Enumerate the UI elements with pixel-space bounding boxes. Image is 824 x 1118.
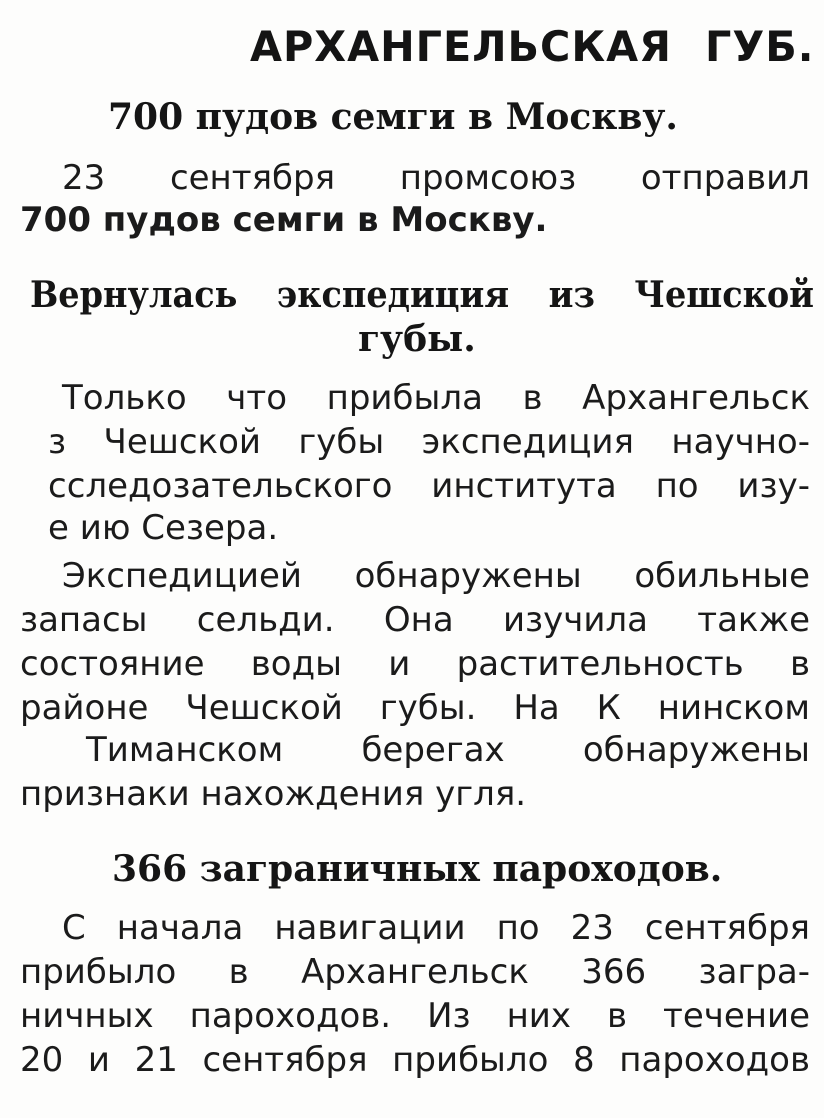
article-3-line: прибыло в Архангельск 366 загра- [20, 952, 810, 992]
article-2-line: признаки нахождения угля. [20, 774, 527, 814]
article-2-headline-line-1: Вернулась экспедиция из Чешской [30, 274, 815, 316]
article-2-line: е ию Сезера. [48, 508, 279, 548]
article-2-line: Тиманском берегах обнаружены [86, 730, 810, 770]
article-2-line: состояние воды и растительность в [20, 644, 810, 684]
article-2-line: запасы сельди. Она изучила также [20, 600, 810, 640]
article-2-line: Только что прибыла в Архангельск [62, 378, 810, 418]
article-2-headline-line-2: губы. [358, 318, 476, 360]
article-3-line: С начала навигации по 23 сентября [62, 908, 810, 948]
article-1-line: 700 пудов семги в Москву. [20, 200, 548, 240]
article-2-line: районе Чешской губы. На К нинском [20, 688, 810, 728]
article-3-line: ничных пароходов. Из них в течение [20, 996, 810, 1036]
section-title: АРХАНГЕЛЬСКАЯ ГУБ. [250, 22, 815, 71]
article-3-line: 20 и 21 сентября прибыло 8 пароходов [20, 1040, 810, 1080]
article-2-line: з Чешской губы экспедиция научно- [48, 422, 810, 462]
article-2-line: сследозательского института по изу- [48, 466, 810, 506]
article-3-headline: 366 заграничных пароходов. [112, 848, 723, 890]
article-2-line: Экспедицией обнаружены обильные [62, 556, 810, 596]
article-1-line: 23 сентября промсоюз отправил [62, 158, 810, 198]
article-1-headline: 700 пудов семги в Москву. [108, 96, 678, 138]
